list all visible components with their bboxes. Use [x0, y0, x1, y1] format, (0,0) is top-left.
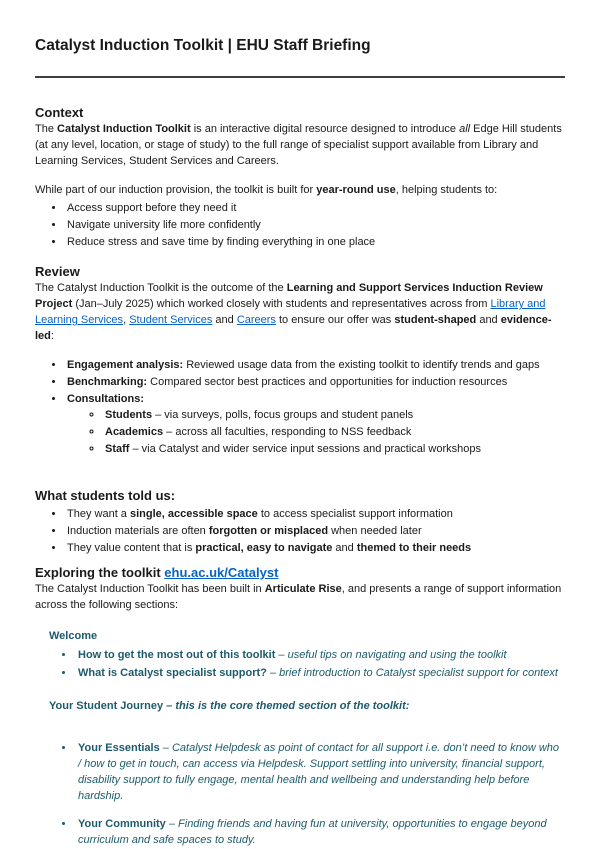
text-run: Consultations:	[67, 393, 144, 405]
text-run: The Catalyst Induction Toolkit has been built in	[35, 583, 265, 595]
text-run: They value content that is	[67, 542, 196, 554]
text-run: While part of our induction provision, the toolkit is built for	[35, 184, 317, 196]
text-run: The Catalyst Induction Toolkit is the outcome of the	[35, 282, 287, 294]
text-run: (Jan–July 2025) which worked closely with students and representatives across from	[72, 298, 491, 310]
link-ehu-catalyst[interactable]: ehu.ac.uk/Catalyst	[164, 565, 279, 580]
section-heading-context: Context	[35, 105, 84, 120]
bullet-text	[78, 818, 547, 846]
text-run: Your Essentials	[78, 742, 160, 754]
sub-bullet-item	[103, 407, 565, 423]
bullet-item	[75, 647, 565, 663]
text-run: Articulate Rise	[264, 583, 342, 595]
consultations-sublist	[67, 407, 565, 457]
text-run: Reviewed usage data from the existing toolkit to identify trends and gaps	[183, 359, 540, 371]
section-heading-exploring-the-toolkit	[35, 564, 565, 581]
text-run: forgotten or misplaced	[208, 525, 329, 537]
text-run: themed to their needs	[356, 542, 472, 554]
student-journey-heading	[49, 698, 565, 714]
text-run: They want a	[67, 508, 130, 520]
text-run: useful tips on navigating and using the toolkit	[287, 649, 507, 661]
context-paragraph-2	[35, 182, 565, 198]
text-run: year-round use	[316, 184, 396, 196]
bullet-text	[105, 409, 413, 421]
students-told-us-bullet-list	[35, 506, 565, 556]
text-run: practical, easy to navigate	[195, 542, 333, 554]
review-bullet-list	[35, 357, 565, 457]
bullet-text	[105, 426, 411, 438]
text-run: Induction materials are often	[67, 525, 209, 537]
text-run: Exploring the toolkit	[35, 565, 165, 580]
bullet-item: • Access support before they need it	[65, 200, 565, 216]
text-run: The	[35, 123, 58, 135]
bullet-item	[65, 506, 565, 522]
bullet-item	[65, 523, 565, 539]
text-run: –	[275, 649, 288, 661]
bullet-text	[78, 667, 558, 679]
text-run: –	[159, 742, 172, 754]
document-title: Catalyst Induction Toolkit | EHU Staff Briefing	[35, 37, 371, 54]
context-bullet-list	[35, 200, 565, 250]
text-run: Benchmarking:	[67, 376, 148, 388]
student-journey-section	[49, 698, 565, 848]
welcome-bullet-list	[49, 647, 565, 681]
text-run: – via surveys, polls, focus groups and student panels	[152, 409, 414, 421]
text-run: ,	[123, 314, 130, 326]
bullet-text	[105, 443, 481, 455]
bullet-item	[75, 665, 565, 681]
text-run: all	[459, 123, 471, 135]
welcome-section	[49, 628, 565, 681]
text-run: student-shaped	[394, 314, 477, 326]
section-heading-what-students-told-us: What students told us:	[35, 488, 176, 503]
bullet-text	[67, 393, 144, 405]
bullet-text	[78, 649, 507, 661]
title-divider	[35, 76, 565, 78]
text-run: this is the core themed section of the toolkit:	[175, 700, 410, 712]
section-heading-review: Review	[35, 264, 80, 279]
text-run: brief introduction to Catalyst specialist support for context	[279, 667, 558, 679]
text-run: and	[212, 314, 237, 326]
bullet-item	[75, 740, 565, 804]
text-run: to ensure our offer was	[275, 314, 395, 326]
text-run: –	[165, 818, 179, 830]
text-run: – across all faculties, responding to NSS feedback	[163, 426, 412, 438]
bullet-item	[65, 391, 565, 457]
text-run: single, accessible space	[129, 508, 258, 520]
link-careers[interactable]: Careers	[236, 314, 276, 326]
link-library-and-learning-services[interactable]: Library and Learning Services	[35, 298, 546, 326]
sub-bullet-item	[103, 441, 565, 457]
text-run: Catalyst Helpdesk as point of contact for all support i.e. don’t need to know who / how to get in touch, can access via Helpdesk. Support settling into university, financial support, disability support to fully engage, mental health and wellbeing and understanding help before hardship.	[78, 742, 560, 802]
bullet-item	[65, 540, 565, 556]
text-run: –	[266, 667, 280, 679]
text-run: Finding friends and having fun at university, opportunities to engage beyond curriculum and safe spaces to study.	[78, 818, 547, 846]
text-run: Students	[105, 409, 153, 421]
bullet-text	[67, 508, 453, 520]
bullet-item	[75, 816, 565, 848]
context-paragraph-1	[35, 121, 565, 169]
text-run: Engagement analysis:	[67, 359, 184, 371]
bullet-item	[65, 374, 565, 390]
welcome-heading: Welcome	[49, 630, 98, 642]
text-run: Staff	[105, 443, 130, 455]
bullet-item: • Reduce stress and save time by finding everything in one place	[65, 234, 565, 250]
text-run: Your Community	[78, 818, 166, 830]
bullet-item	[65, 357, 565, 373]
exploring-paragraph	[35, 581, 565, 613]
bullet-text	[67, 359, 540, 371]
bullet-text	[67, 376, 507, 388]
sub-bullet-item	[103, 424, 565, 440]
bullet-text	[67, 542, 471, 554]
link-student-services[interactable]: Student Services	[129, 314, 213, 326]
text-run: and	[332, 542, 357, 554]
text-run: to access specialist support information	[257, 508, 453, 520]
bullet-text	[78, 742, 559, 802]
text-run: Catalyst Induction Toolkit	[57, 123, 191, 135]
bullet-item: • Navigate university life more confidently	[65, 217, 565, 233]
text-run: What is Catalyst specialist support?	[78, 667, 267, 679]
text-run: Academics	[105, 426, 164, 438]
student-journey-bullet-list	[49, 740, 565, 848]
text-run: when needed later	[328, 525, 422, 537]
text-run: Your Student Journey	[49, 700, 164, 712]
text-run: is an interactive digital resource designed to introduce	[190, 123, 460, 135]
review-paragraph	[35, 280, 565, 344]
text-run: , helping students to:	[395, 184, 498, 196]
text-run: evidence-led	[35, 314, 552, 342]
text-run: , and presents a range of support information across the following sections:	[35, 583, 562, 611]
bullet-text	[67, 525, 422, 537]
text-run: :	[50, 330, 54, 342]
text-run: Compared sector best practices and opportunities for induction resources	[147, 376, 508, 388]
text-run: Learning and Support Services Induction Review Project	[35, 282, 543, 310]
text-run: – via Catalyst and wider service input sessions and practical workshops	[129, 443, 482, 455]
text-run: and	[476, 314, 501, 326]
text-run: Edge Hill students (at any level, location, or stage of study) to the full range of specialist support available from Library and Learning Services, Student Services and Careers.	[35, 123, 562, 167]
text-run: –	[163, 700, 176, 712]
text-run: How to get the most out of this toolkit	[78, 649, 276, 661]
